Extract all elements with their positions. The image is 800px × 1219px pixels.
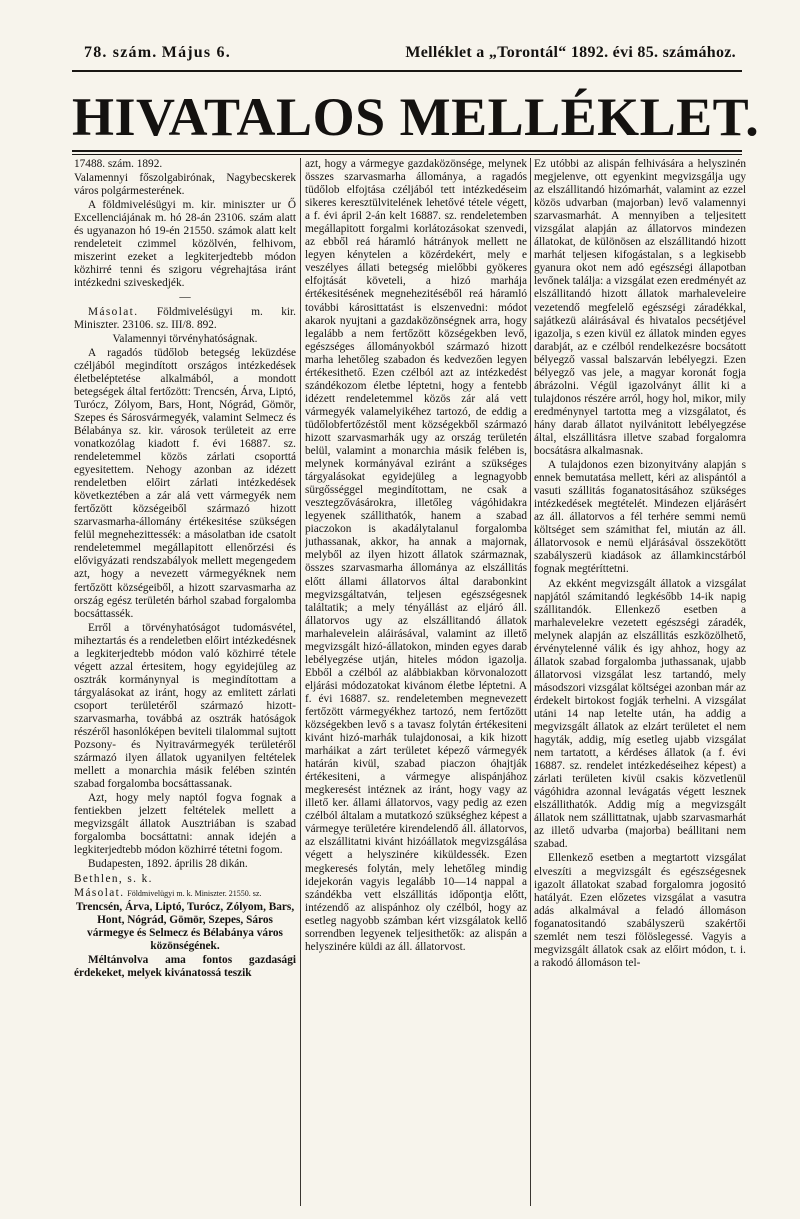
column-3 xyxy=(534,158,746,1208)
recipients-block: Trencsén, Árva, Liptó, Turócz, Zólyom, Bars, Hont, Nógrád, Gömör, Szepes, Sáros vármegye és Selmecz és Bélabánya város közönségének. xyxy=(75,900,295,952)
supplement-note: Melléklet a „Torontál“ 1892. évi 85. számához. xyxy=(405,44,736,61)
recipient-line: Valamennyi törvényhatóságnak. xyxy=(112,332,258,345)
copy2-header xyxy=(74,887,296,900)
column-1 xyxy=(74,158,296,1208)
copy2-reference: Földmivelügyi m. k. Miniszter. 21550. sz. xyxy=(127,888,262,898)
issue-number: 78. szám. xyxy=(84,44,158,61)
ordinance-reference: 17488. szám. 1892. xyxy=(74,158,163,170)
running-head xyxy=(84,44,736,68)
paragraph: A tulajdonos ezen bizonyitvány alapján s ennek bemutatása mellett, kéri az alispántól a vasuti szállitás foganatositásához szükséges intézkedések megtételét. Mindezen eljárásért az áll. állatorvos a fél terhére semmi nemü költséget sem számithat fel, miután az áll. állatorvosok e nemü eljárásával összekötött szabályszerü kiadások az államkincstárból fognak megtéríttetni. xyxy=(534,459,746,576)
copy-reference: Földmivelésügyi m. kir. Miniszter. 23106. sz. III/8. 892. xyxy=(74,305,296,331)
issue-and-date xyxy=(84,44,231,62)
issue-date: Május 6. xyxy=(161,44,231,61)
masthead-title: HIVATALOS MELLÉKLET. xyxy=(72,87,760,147)
copy-header xyxy=(74,306,296,332)
header-rule xyxy=(72,70,742,72)
masthead-rule-thin xyxy=(72,154,742,155)
column-separator-1 xyxy=(300,158,301,1206)
paragraph: Ez utóbbi az alispán felhivására a helyszinén megjelenve, ott egyenkint megvizsgálja ugy az elszállitandó hizómarhát, valamint az ezzel közös udvarban (majorban) levő valamennyi szarvasmarhát. A mennyiben a teljesitett vizsgálat alapján az állatorvos mindezen állatokat, de különösen az elszállitandó hizott marhát teljesen kifogástalan, s a legkisebb gyanura okot nem adó egészségi állapotban levőnek találja: a vizsgálat ezen eredményét az elszállitandó hizott állatok marhaleveleire vezetendő megfelelő egészségi záradékkal, sajátkezü aláirásával és hivatalos pecsétjével igazolja, s ezen kivül ez állatok minden egyes darabját, az e czélból rendelkezésre bocsátott bélyegző vassal balszarván lebélyegzi. Ezen bélyegző vas jele, a magyar koronát fogja ábrázolni. Végül igazolványt állit ki a tulajdonos részére arról, hogy hol, mikor, mily eredménynyel tartotta meg a vizsgálatot, és hány darab állatot nyilvánitott lebélyegzése által, elszállitásra illetve szabad forgalomra bocsátásra alkalmasnak. xyxy=(534,158,746,458)
paragraph: Az ekként megvizsgált állatok a vizsgálat napjától számitandó legkésőbb 14-ik napig szállitandók. Ellenkező esetben a marhalevelekre vezetett egészségi záradék, melynek alapján az elszállitás eszközölhető, érvénytelenné válik és igy ahhoz, hogy az állatok szabad forgalomba juthassanak, ujabb állatorvosi vizsgálat lesz tartandó, mely másodszori vizsgálat költségei azonban már az érdekelt birtokost fogják terhelni. A vizsgálat utáni 14 nap letelte után, ha addig a megvizsgált állatok az elzárt területet el nem hagyták, addig, míg esetleg ujabb vizsgálat nem tartatott, a kérdéses állatok (a f. évi 16887. sz. rendelet intézkedéseihez képest) a zárlati területen kivül csakis közvetlenül vágóhidra azonnal levágatás végett lesznek elszállithatók. Addig míg a megvizsgált állatok nem szállittatnak, ujabb szarvasmarhát az illető udvarba (majorba) beállitani nem szabad. xyxy=(534,577,746,851)
column-2 xyxy=(305,158,527,1208)
masthead-rule-thick xyxy=(72,150,742,152)
signature: Bethlen, s. k. xyxy=(74,872,153,885)
copy2-label: Másolat. xyxy=(74,886,125,899)
copy-label: Másolat. xyxy=(88,305,139,318)
paragraph: Ellenkező esetben a megtartott vizsgálat elveszíti a megvizsgált és egészségesnek igazolt állatokat szabad forgalomra jogositó hatályát. Ezen előzetes vizsgálat a vasutra adás alkalmával a feladó állomáson foganatositandó szabályszerü szakértői szemlét nem teszi fölöslegessé. Vagyis a megvizsgált állatok csak az előirt módon, t. i. a rakodó állomáson tel- xyxy=(534,852,746,969)
paragraph: Azt, hogy mely naptól fogva fognak a fentiekben jelzett feltételek mellett a megvizsgált állatok Ausztriában is szabad forgalomba bocsáttatni: annak idején a legkiterjedtebb módon közhirré tétetni fogom. xyxy=(74,792,296,857)
paragraph: A ragadós tüdőlob betegség leküzdése czéljából megindított országos intézkedések életbeléptetése alkalmából, a mondott betegségek által fertőzött: Trencsén, Árva, Liptó, Turócz, Zólyom, Bars, Hont, Nógrád, Gömör, Szepes és Sárosvármegyék, valamint Selmecz és Bélabánya sz. kir. városok területeit az erre vonatkozólag kiadott f. évi 16887. sz. rendeletemmel közös zárlati csoporttá egyesitettem. Nehogy azonban az idézett rendeletben előirt zárlati intézkedések következtében a zár alá vett vármegyék nem fertőzött községeiből származó hizott szarvasmarha-állomány értékesitése szükségen felül megnehezittessék: a másolatban ide csatolt rendeletemmel megállapitott ellenőrzési és elővigyázati rendszabályok mellett megengedem azt, hogy a nevezett vármegyéknek nem fertőzött községeiből, a hizott szarvasmarha az ország egész területén bárhol szabad forgalomba bocsáttassék. xyxy=(74,346,296,620)
addressee: Valamennyi főszolgabirónak, Nagybecskerek város polgármesterének. xyxy=(74,172,296,198)
section-dash: — xyxy=(179,291,191,304)
paragraph: Méltánvolva ama fontos gazdasági érdekeket, melyek kivánatossá teszik xyxy=(74,953,296,979)
paragraph: A földmivelésügyi m. kir. miniszter ur Ő Excellenciájának m. hó 28-án 23106. szám alatt és ugyanazon hó 19-én 21550. számok alatt kelt rendeleteit czimmel közölvén, felhivom, miszerint ezeket a legkiterjedtebb módon közhirré tenni és szigoru végrehajtása iránt intézkedni sziveskedjék. xyxy=(74,199,296,290)
paragraph: azt, hogy a vármegye gazdaközönsége, melynek összes szarvasmarha állománya, a ragadós tüdőlob elfojtása czéljából tett intézkedéseim sikeres keresztülvitelének lehetővé tétele végett, a f. évi ápril 2-án kelt 16887. sz. rendeletemben megállapitott forgalmi korlátozásokat szenvedi, az ebből reá háramló hátrányok mellett ne legyen kénytelen a közérdekért, mely e veszélyes állati betegség mielőbbi gyökeres elfojtását követeli, a hizó marhája értékesitésének megnehezitéséből reá háramló további károsittatást is elszenvedni: módot akarok nyujtani a gazdaközönségnek arra, hogy legalább a nem fertőzött községekben levő, egészséges állományokból származó hizott marha lehetőleg szabadon és kedvezően legyen értékesithető. Ezen czélból azt az intézkedést szándékozom életbe léptetni, hogy a fentebb idézett rendeletemmel közös zár alá vett vármegyék valamelyikéhez tartozó, de eddig a tüdőlobfertőzéstől ment községekből származó hizott szarvasmarhák ugy az ország területén belül, valamint a monarchia másik felében is, melynek kormányával eziránt a szükséges tárgyalásokat egyidejüleg a legnagyobb sürgősséggel megindítottam, ne csak a vesztegzővásárokra, illetőleg vágóhidakra legyenek szállithatók, hanem a szabad piaczokon is akadálytalanul forgalomba juthassanak, akkor, ha annak a majornak, melyből az ilyen hizott állatok származnak, összes szarvasmarha állománya az elszállitás előtt állami állatorvos által darabonkint megvizsgáltatván, teljesen egészségesnek találtatik; a mely tényállást az eljáró áll. állatorvos ugy az elszállitandó állatok marhalevelein aláirásával, valamint az illető megvizsgált hizó-állatokon, minden egyes darab lebélyegzése utján, hiteles módon igazolja. Ebből a czélból az alábbiakban körvonalozott eljárási módozatokat kivánom életbe léptetni. A f. évi 16887. sz. rendeletemben megnevezett fertőzött vármegyékhez tartozó, nem fertőzött községekben levő s a tavasz folytán értékesiteni kivánt hizó-marhák tulajdonosai, a kik hizott marháikat a zárt területet képező vármegyék határán kivül, szabad piaczon óhajtják értékesiteni, a vármegye alispánjához megkeresést intéznek az iránt, hogy vagy az illető ker. állami állatorvos, vagy pedig az ezen czélból általam a mutatkozó szükséghez képest a vármegye területére kirendelendő áll. állatorvos, az elszállitatni kivánt hizóállatok megvizsgálása végett a helyszinére kiküldessék. Ezen megkeresés folytán, mely lehetőleg mindig idejekorán vagyis legalább 10—14 nappal a szándékba vett elszállitás időpontja előtt, intézendő az alispánhoz oly czélból, hogy az esetleg nagyobb számban kért vizsgálatok kellő sorrendben legyenek teljesithetők: az alispán a helyszinére küldi az áll. állatorvost. xyxy=(305,158,527,953)
dateline: Budapesten, 1892. április 28 dikán. xyxy=(88,858,248,871)
column-separator-2 xyxy=(530,158,531,1206)
paragraph: Erről a törvényhatóságot tudomásvétel, miheztartás és a rendeletben előirt intézkedésnek a legkiterjedtebb módon való közhirré tétele végett azzal értesitem, hogy egyidejüleg az osztrák kormánynyal is megindítottam a tárgyalásokat az iránt, hogy az emlitett zárlati csoport területéről származó hizott-szarvasmarha, továbbá az osztrák hatóságok részéről hasonlóképen beviteli tilalommal sujtott Pozsony- és Nyitravármegyék területéről származó ilyen állatok ugyanilyen feltételek mellett a monarchia másik felében szintén szabad forgalomba bocsáttassanak. xyxy=(74,621,296,791)
